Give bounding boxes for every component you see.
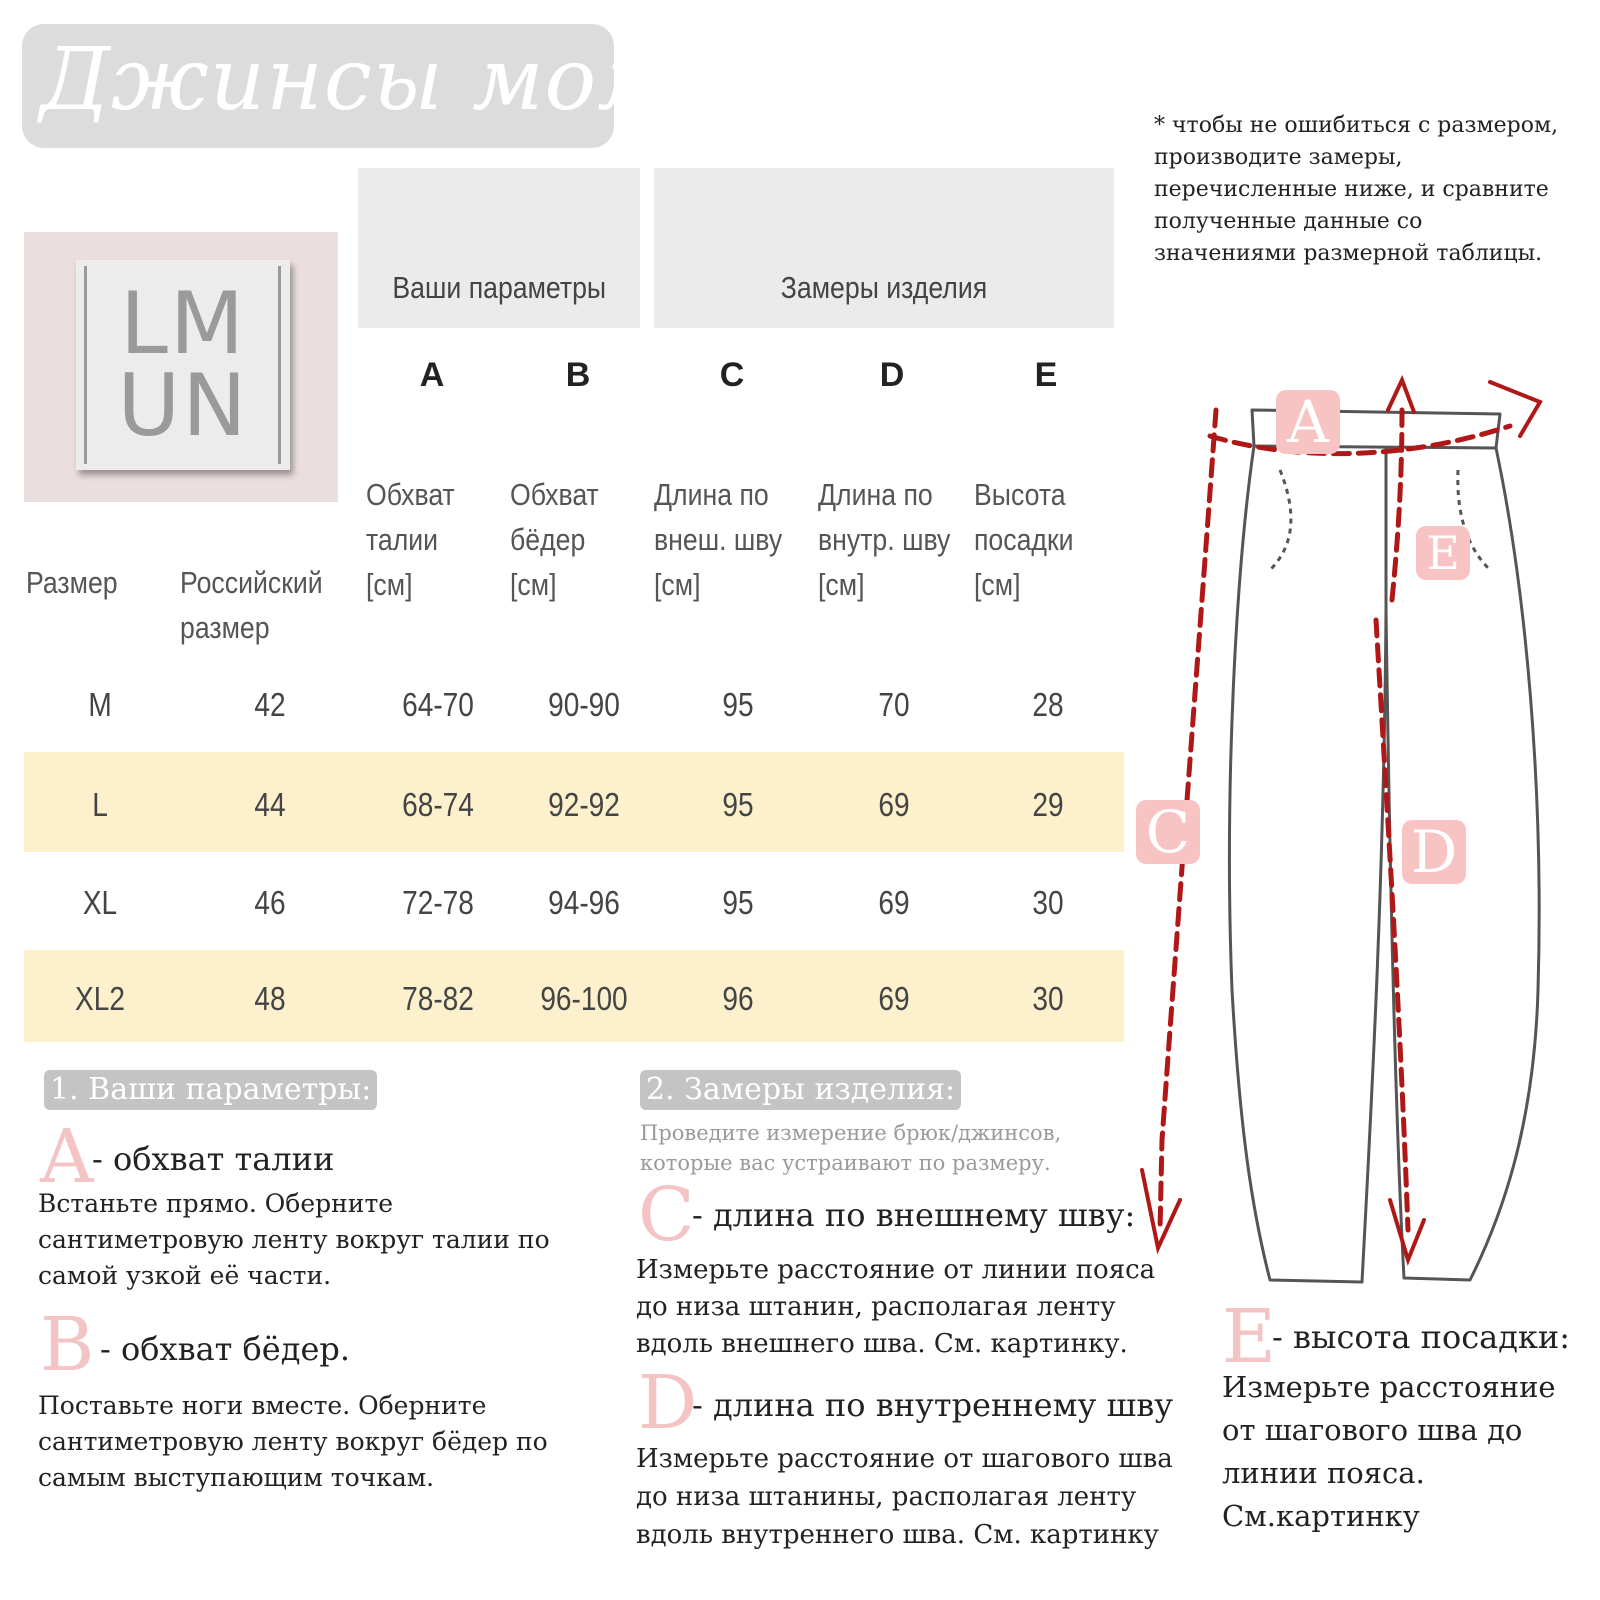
- cell-ru-size: 42: [254, 686, 286, 723]
- column-header-rise: Высота посадки [см]: [974, 477, 1074, 602]
- cell-waist: 78-82: [402, 980, 474, 1017]
- letter-b-big: B: [40, 1302, 95, 1388]
- text-outer-seam: Измерьте расстояние от линии пояса до низа штанин, располагая ленту вдоль внешнего шва. См. картинку.: [636, 1255, 1156, 1359]
- heading-hips: - обхват бёдер.: [100, 1330, 351, 1368]
- column-header-size: Размер: [26, 565, 118, 600]
- cell-outer-seam: 95: [722, 686, 754, 723]
- column-header-hips: Обхват бёдер [см]: [510, 477, 599, 602]
- page-title: Джинсы мом: [40, 30, 670, 130]
- diagram-label-e: E: [1416, 526, 1470, 580]
- header-product-measurements: Замеры изделия: [654, 168, 1114, 328]
- text-inner-seam: Измерьте расстояние от шагового шва до низа штанины, располагая ленту вдоль внутреннего шва. См. картинку: [636, 1444, 1173, 1550]
- cell-inner-seam: 69: [878, 884, 910, 921]
- header-your-params: Ваши параметры: [358, 168, 640, 328]
- text-rise: Измерьте расстояние от шагового шва до линии пояса. См.картинку: [1222, 1370, 1556, 1533]
- cell-inner-seam: 69: [878, 980, 910, 1017]
- letter-c-big: C: [638, 1172, 695, 1258]
- cell-outer-seam: 96: [722, 980, 754, 1017]
- cell-waist: 64-70: [402, 686, 474, 723]
- cell-rise: 30: [1032, 884, 1064, 921]
- column-header-inner-seam: Длина по внутр. шву [см]: [818, 477, 951, 602]
- heading-rise: - высота посадки:: [1272, 1318, 1571, 1356]
- diagram-label-a: A: [1276, 390, 1340, 454]
- measure-line-d: [1376, 620, 1408, 1230]
- letter-d-big: D: [638, 1360, 698, 1446]
- cell-hips: 96-100: [540, 980, 628, 1017]
- size-note: * чтобы не ошибиться с размером, производите замеры, перечисленные ниже, и сравните полученные данные со значениями размерной таблицы.: [1154, 113, 1559, 266]
- cell-size: XL: [82, 884, 118, 921]
- section-your-params-pill: 1. Ваши параметры:: [44, 1070, 377, 1110]
- column-letter-c: C: [719, 356, 745, 394]
- column-letter-b: B: [565, 356, 591, 394]
- section-product-subtitle: Проведите измерение брюк/джинсов, которые вас устраивают по размеру.: [640, 1121, 1062, 1175]
- cell-size: M: [88, 686, 112, 723]
- cell-outer-seam: 95: [722, 786, 754, 823]
- jeans-left-pocket: [1270, 470, 1291, 570]
- cell-waist: 68-74: [402, 786, 474, 823]
- cell-hips: 90-90: [548, 686, 620, 723]
- jeans-left-leg: [1229, 446, 1386, 1282]
- heading-waist: - обхват талии: [92, 1140, 335, 1178]
- heading-inner-seam: - длина по внутреннему шву: [692, 1386, 1174, 1424]
- cell-waist: 72-78: [402, 884, 474, 921]
- cell-ru-size: 48: [254, 980, 286, 1017]
- jeans-diagram: [1140, 370, 1580, 1300]
- cell-outer-seam: 95: [722, 884, 754, 921]
- cell-inner-seam: 69: [878, 786, 910, 823]
- cell-rise: 28: [1032, 686, 1064, 723]
- cell-ru-size: 46: [254, 884, 286, 921]
- measure-line-e: [1392, 410, 1402, 600]
- column-header-ru-size: Российский размер: [180, 565, 323, 645]
- cell-hips: 94-96: [548, 884, 620, 921]
- column-letter-a: A: [419, 356, 445, 394]
- column-header-waist: Обхват талии [см]: [366, 477, 455, 602]
- cell-size: L: [92, 786, 108, 823]
- logo-line-2: UN: [117, 356, 249, 456]
- cell-size: XL2: [75, 980, 125, 1017]
- column-letter-d: D: [879, 356, 905, 394]
- diagram-label-d: D: [1402, 820, 1466, 884]
- letter-e-big: E: [1222, 1294, 1277, 1380]
- text-waist: Встаньте прямо. Оберните сантиметровую ленту вокруг талии по самой узкой её части.: [38, 1189, 550, 1290]
- cell-inner-seam: 70: [878, 686, 910, 723]
- diagram-label-c: C: [1136, 800, 1200, 864]
- column-letter-e: E: [1034, 356, 1058, 394]
- letter-a-big: A: [40, 1114, 94, 1200]
- text-hips: Поставьте ноги вместе. Оберните сантиметровую ленту вокруг бёдер по самым выступающим точкам.: [38, 1391, 548, 1492]
- logo-line-1: LM: [119, 274, 247, 374]
- column-header-outer-seam: Длина по внеш. шву [см]: [654, 477, 783, 602]
- cell-rise: 30: [1032, 980, 1064, 1017]
- cell-rise: 29: [1032, 786, 1064, 823]
- cell-hips: 92-92: [548, 786, 620, 823]
- cell-ru-size: 44: [254, 786, 286, 823]
- logo-letters: [76, 262, 290, 468]
- heading-outer-seam: - длина по внешнему шву:: [692, 1196, 1136, 1234]
- section-product-pill: 2. Замеры изделия:: [640, 1070, 961, 1110]
- arrow-e-head: [1388, 380, 1414, 412]
